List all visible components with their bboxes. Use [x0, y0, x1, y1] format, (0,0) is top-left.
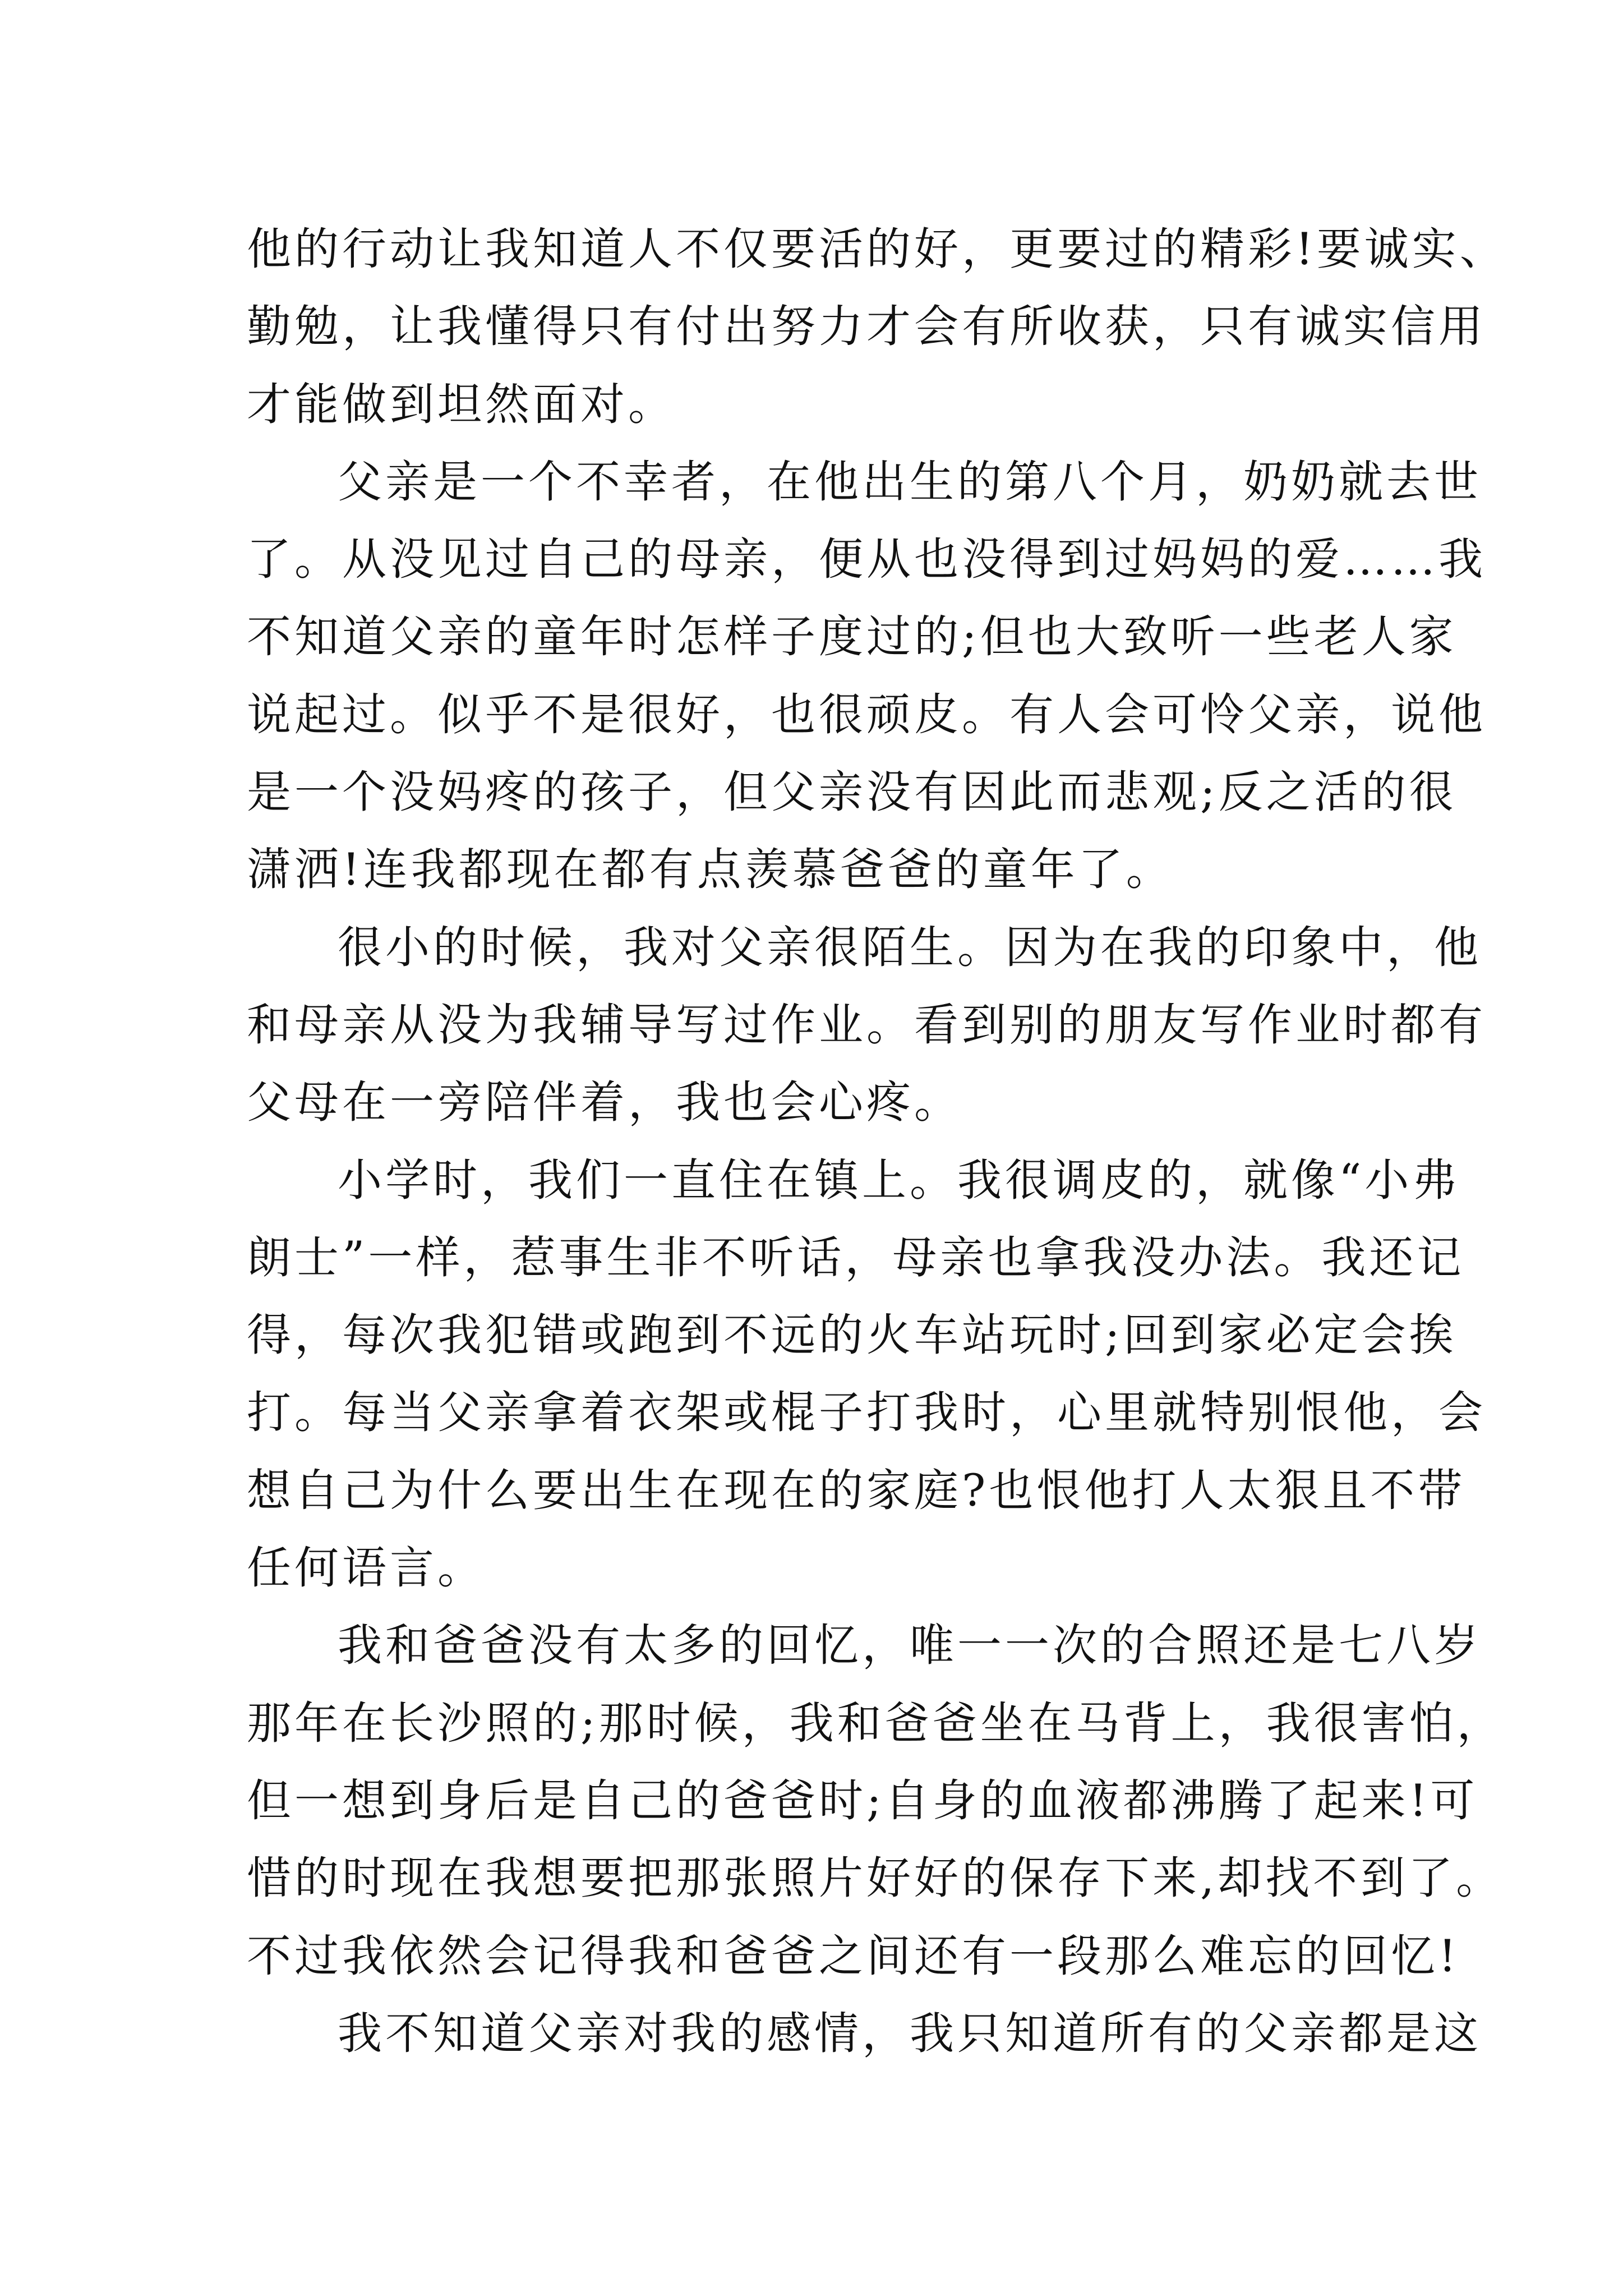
- paragraph: [247, 1607, 1505, 1994]
- paragraph: [247, 210, 1507, 443]
- paragraph: [247, 1995, 1482, 2072]
- text-line: 我和爸爸没有太多的回忆，唯一一次的合照还是七八岁: [338, 1619, 1482, 1672]
- text-line: 我不知道父亲对我的感情，我只知道所有的父亲都是这: [338, 2007, 1482, 2059]
- text-line: 得，每次我犯错或跑到不远的火车站玩时;回到家必定会挨: [247, 1309, 1457, 1361]
- text-line: 小学时，我们一直住在镇上。我很调皮的，就像“小弗: [338, 1154, 1460, 1206]
- paragraph: [247, 909, 1486, 1142]
- text-line: 勤勉，让我懂得只有付出努力才会有所收获，只有诚实信用: [247, 301, 1486, 353]
- text-line: 任何语言。: [247, 1542, 485, 1594]
- text-line: 想自己为什么要出生在现在的家庭?也恨他打人太狠且不带: [247, 1464, 1466, 1516]
- text-line: 很小的时候，我对父亲很陌生。因为在我的印象中，他: [338, 921, 1482, 973]
- body-text: [247, 210, 1507, 2072]
- paragraph: [247, 443, 1486, 909]
- text-line: 惜的时现在我想要把那张照片好好的保存下来,却找不到了。: [247, 1852, 1504, 1904]
- text-line: 是一个没妈疼的孩子，但父亲没有因此而悲观;反之活的很: [247, 766, 1457, 818]
- text-line: 父母在一旁陪伴着，我也会心疼。: [247, 1076, 962, 1129]
- text-line: 朗士”一样，惹事生非不听话，母亲也拿我没办法。我还记: [247, 1231, 1465, 1283]
- text-line: 潇洒!连我都现在都有点羡慕爸爸的童年了。: [247, 844, 1174, 896]
- text-line: 打。每当父亲拿着衣架或棍子打我时，心里就特别恨他，会: [247, 1387, 1486, 1439]
- text-line: 和母亲从没为我辅导写过作业。看到别的朋友写作业时都有: [247, 999, 1486, 1051]
- text-line: 不知道父亲的童年时怎样子度过的;但也大致听一些老人家: [247, 611, 1457, 663]
- paragraph: [247, 1142, 1486, 1607]
- text-line: 那年在长沙照的;那时候，我和爸爸坐在马背上，我很害怕，: [247, 1697, 1505, 1749]
- text-line: 了。从没见过自己的母亲，便从也没得到过妈妈的爱……我: [247, 533, 1486, 586]
- text-line: 才能做到坦然面对。: [247, 378, 676, 430]
- text-line: 但一想到身后是自己的爸爸时;自身的血液都沸腾了起来!可: [247, 1774, 1478, 1826]
- text-line: 他的行动让我知道人不仅要活的好，更要过的精彩!要诚实、: [247, 223, 1507, 275]
- text-line: 不过我依然会记得我和爸爸之间还有一段那么难忘的回忆!: [247, 1930, 1460, 1982]
- text-line: 说起过。似乎不是很好，也很顽皮。有人会可怜父亲，说他: [247, 688, 1486, 740]
- text-line: 父亲是一个不幸者，在他出生的第八个月，奶奶就去世: [338, 455, 1482, 508]
